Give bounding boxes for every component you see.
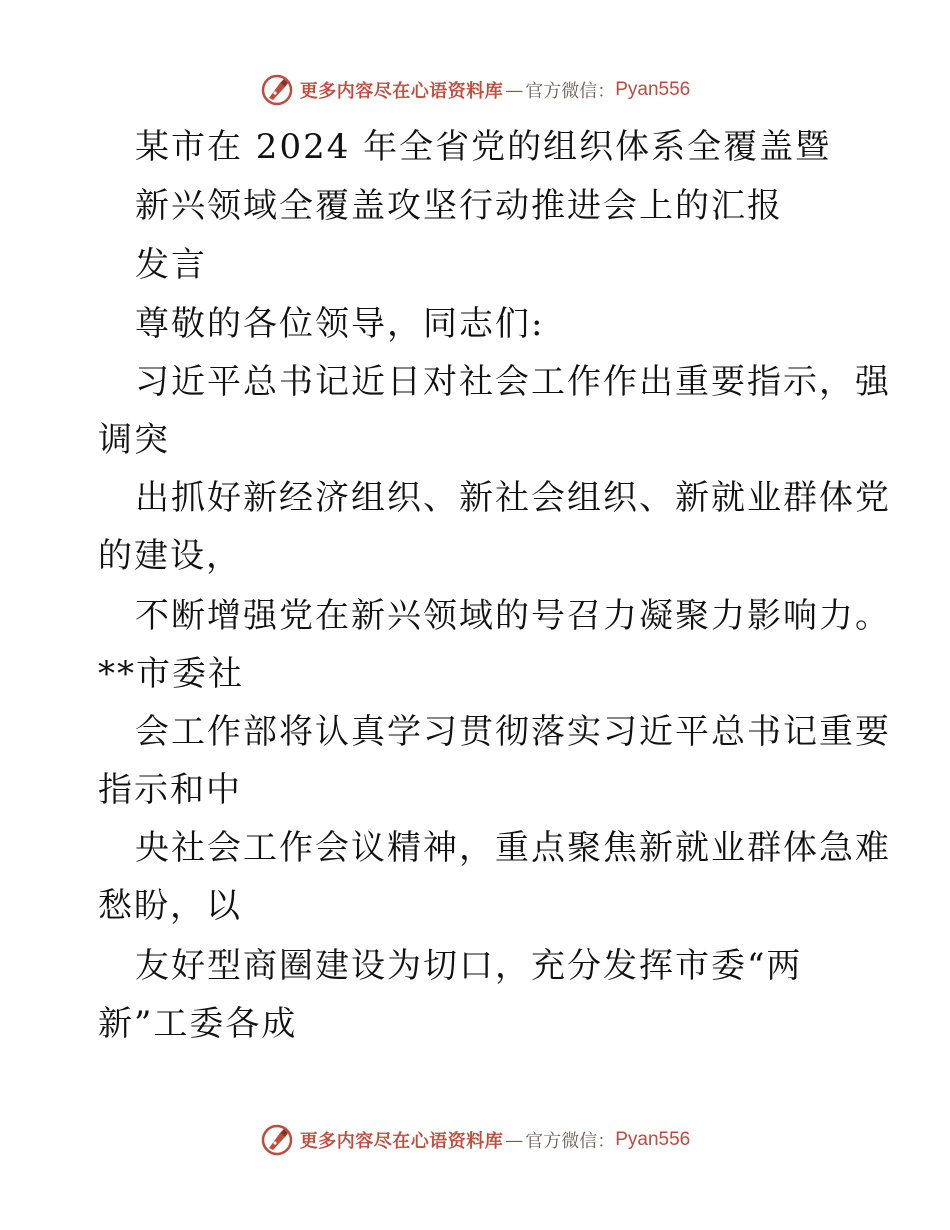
footer-watermark (0, 1122, 950, 1158)
body-line: 会工作部将认真学习贯彻落实习近平总书记重要 (135, 712, 891, 752)
body-line: 友好型商圈建设为切口，充分发挥市委“两 (135, 946, 803, 986)
title-line-1: 某市在 2024 年全省党的组织体系全覆盖暨 (135, 127, 832, 167)
header-watermark (0, 72, 950, 108)
watermark-text: 更多内容尽在心语资料库 (299, 81, 504, 102)
pen-nib-logo-icon (260, 1123, 294, 1157)
body-line: 习近平总书记近日对社会工作作出重要指示，强 (135, 362, 891, 402)
body-line: **市委社 (98, 654, 244, 694)
watermark-text: 更多内容尽在心语资料库 (299, 1131, 504, 1152)
title-line-3: 发言 (135, 245, 207, 285)
body-line: 的建设， (98, 536, 242, 576)
body-line: 愁盼，以 (98, 886, 242, 926)
body-line: 央社会工作会议精神，重点聚焦新就业群体急难 (135, 828, 891, 868)
pen-nib-logo-icon (260, 73, 294, 107)
watermark-wechat-id: Pyan556 (615, 1129, 691, 1150)
body-line: 不断增强党在新兴领域的号召力凝聚力影响力。 (135, 596, 891, 636)
watermark-separator: — (505, 1129, 524, 1151)
watermark-wechat-id: Pyan556 (615, 79, 691, 100)
watermark-wechat-label: 官方微信： (525, 1131, 616, 1152)
body-line: 指示和中 (98, 770, 242, 810)
watermark-separator: — (505, 79, 524, 101)
body-line: 出抓好新经济组织、新社会组织、新就业群体党 (135, 478, 891, 518)
salutation: 尊敬的各位领导，同志们: (135, 304, 545, 344)
body-line: 新”工委各成 (98, 1004, 298, 1044)
title-line-2: 新兴领域全覆盖攻坚行动推进会上的汇报 (135, 186, 783, 226)
body-line: 调突 (98, 420, 170, 460)
watermark-wechat-label: 官方微信： (525, 81, 616, 102)
